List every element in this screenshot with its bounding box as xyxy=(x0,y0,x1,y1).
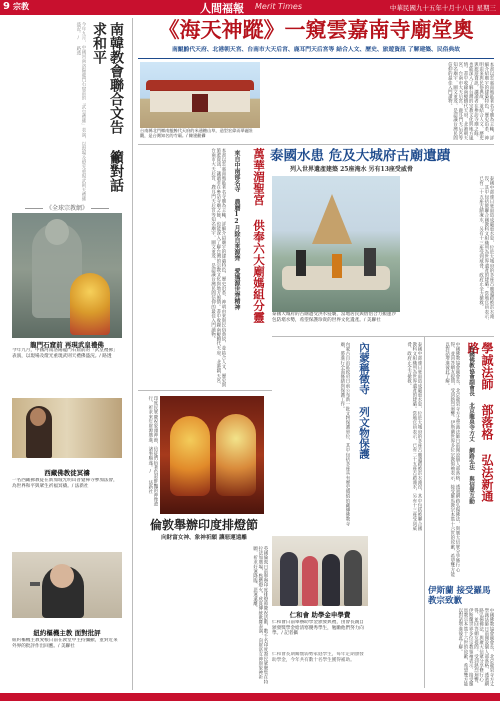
thai-subheadline: 列入世界遺產建築 25座淹水 另有13座受威脅 xyxy=(290,166,413,173)
person-4 xyxy=(344,550,362,606)
right-headline-2: 伊斯蘭 接受羅馬教宗致歉 xyxy=(428,586,491,606)
cardinal-face xyxy=(50,564,74,588)
mongolia-headline: 內蒙稱徵寺 列文物保護 xyxy=(358,342,370,459)
photo3-title: 紐約樞機主教 面對批評 xyxy=(33,629,101,637)
photo-temple-nankunshen xyxy=(140,62,260,128)
ancient-temple-spire xyxy=(312,194,352,244)
left-section-label: 《全球宗教網》 xyxy=(8,203,126,212)
photo-renhe-group xyxy=(272,536,368,606)
tibetan-woman-face xyxy=(30,408,46,426)
photo-longmen-grottoes xyxy=(12,213,122,338)
right-body-2: 中國佛教協會副會長、北京龍泉寺方丈學誠法師日前開設個人部落格，透過網路弘揚佛法，與廣大信眾分享修行心得，並回答網友提問，受到熱烈迴響。伊斯蘭世界多位宗教領袖表示，接受羅馬教宗本篤十六世的致歉，希望雙方能以對話增進彼此了解。 xyxy=(457,608,494,687)
newspaper-logo-sub: Merit Times xyxy=(255,2,303,11)
photo2-title: 西藏佛教徒冥禱 xyxy=(44,469,90,477)
top-article-body: 本書以雲嘉南地區著名寺廟為主軸，詳細介紹廟宇的建築特色、歷史沿革、神明由來與民俗典故，並結合人文、歷史與旅遊資訊，讓讀者在參訪寺廟之餘，也能深入了解台灣的宗教文化與地方風情。書中收錄南鯤鯓代天府、北港朝天宮、台南市大天后宮、鹿耳門天后宮等知名廟宇，圖文並茂，是認識台灣民間信仰的最佳入門讀物。 xyxy=(447,62,494,141)
temple-roof xyxy=(146,80,254,90)
person-2 xyxy=(302,556,318,606)
photo-tibetan-buddhist xyxy=(12,398,122,458)
mongolia-body: 內蒙古自治區政府日前公布新一批文物保護單位，其中包括多座具有歷史價值的藏傳佛教寺廟，將進行全面修繕與保護工作。 xyxy=(339,342,350,526)
headline-rule xyxy=(138,58,494,59)
ganesha-idol-right xyxy=(216,414,256,496)
buddha-statue-head xyxy=(45,219,69,245)
photo1-title: 龍門石窟前 再現武皇禮佛 xyxy=(30,341,104,349)
page-number: 9 xyxy=(3,1,10,12)
page-section-label xyxy=(3,1,29,12)
right-subheadline-1: 中國佛教協會副會長 北京龍泉寺方丈 網路弘法 與信眾互動 xyxy=(468,346,474,504)
page-header xyxy=(0,0,500,15)
thai-article-body: 泰國中部連日豪雨造成嚴重水患，位於大城府的多座古廟遺蹟被洪水淹沒，其中包括被聯合國教科文組織列為世界遺產的建築。當地官員表示，已有二十五座古蹟淹水，另有十三座受到威脅，政府正全力搶救。 xyxy=(478,176,494,324)
yunlin-subheadline: 來自中南部名寺 農曆12月除自來源齊 愛媽源世齊精神 xyxy=(233,150,240,310)
row-rule xyxy=(138,390,272,391)
photo-ganesha xyxy=(160,396,264,514)
temple-photo-caption: 台南縣北門鄉南鯤鯓代天府的米通糖山草，造型宏偉而華麗壯觀，是台灣知名的寺廟。/ 陳建勳攝 xyxy=(140,128,254,138)
right-headline-1: 學誠法師 部落格 弘法新通路 xyxy=(466,342,494,502)
row-rule xyxy=(272,336,494,337)
photo2-caption: 一名西藏佛教徒在新加坡光明山普覺禪寺參加法會，為世界和平與眾生祈福冥禱。/ 法新社 xyxy=(12,478,118,489)
column-rule xyxy=(132,18,133,690)
top-headline: 《海天神蹤》一窺雲嘉南寺廟堂奧 xyxy=(158,17,474,42)
thai-headline: 泰國水患 危及大城府古廟遺蹟 xyxy=(270,148,451,164)
person-3 xyxy=(322,554,340,606)
left-body: 今年九月，中國河南洛陽龍門石窟前的「武皇禮佛」表演，以現場及燈光重現武則天禮佛盛況。/ 路透 xyxy=(75,22,86,202)
person-1 xyxy=(280,552,298,606)
renhe-body: 仁和會長期關懷弱勢家庭學生，每年定期頒發助學金，今年共有數十名學生獲得補助。 xyxy=(272,652,364,663)
left-headline: 南韓教會聯合文告 籲對話求和平 xyxy=(91,22,124,192)
worker-figure-3 xyxy=(364,248,376,276)
india-side-text: 印度民眾慶祝象頭神節，信徒們抬著色彩鮮豔的神像遊行，祈求來年財源廣進、諸事順遂。/ 法新社 xyxy=(147,396,158,507)
yunlin-body: 本書以雲嘉南地區著名寺廟為主軸，詳細介紹廟宇的建築特色、歷史沿革、神明由來與民俗典故，並結合人文、歷史與旅遊資訊，讓讀者在參訪寺廟之餘，也能深入了解台灣的宗教文化與地方風情。書中收錄南鯤鯓代天府、北港朝天宮、台南市大天后宮、鹿耳門天后宮等知名廟宇，圖文並茂，是認識台灣民間信仰的最佳入門讀物。 xyxy=(210,148,226,388)
page-footer xyxy=(0,693,500,701)
photo1-caption: 今年九月，中國河南洛陽龍門石窟前的「武皇禮佛」表演，以現場及燈光重現武則天禮佛盛況。/ 路透 xyxy=(12,348,118,359)
renhe-title: 仁和會 助學金申學費 xyxy=(289,611,351,619)
india-article-body: 英國倫敦日前舉辦印度排燈節慶祝活動，數千名印度裔民眾聚集在特拉法加廣場，點燃燈火、欣賞傳統歌舞表演，向財富女神與象神祈願，祈求好運降臨、惡運遠離。 xyxy=(252,546,268,684)
newspaper-logo: 人間福報 xyxy=(200,2,244,15)
photo-new-york-cardinal xyxy=(12,552,122,618)
temple-door xyxy=(192,94,208,112)
photo3-caption: 紐約樞機主教愛根日前在教堂中主持彌撒，並對近來外界的批評作出回應。/ 美聯社 xyxy=(12,638,118,649)
thai-photo-caption: 泰國大城府的古廟遭受洪水侵襲，當地居民與僧侶合力搬運沙包防堵水勢，希望保護珍貴的世界文化遺產。/ 美聯社 xyxy=(272,312,397,323)
section-name: 宗教 xyxy=(12,2,29,11)
performer-figure xyxy=(70,273,110,335)
india-subheadline: 向財富女神、象神祈願 讓惡運遠離 xyxy=(161,535,247,541)
india-headline: 倫敦舉辦印度排燈節 xyxy=(149,518,258,532)
ganesha-idol-left xyxy=(170,416,210,496)
worker-figure-1 xyxy=(296,250,306,276)
yunlin-headline: 萬華湄聖宮 供奉六大廟媽組分靈 xyxy=(252,148,266,323)
worker-figure-2 xyxy=(332,254,342,278)
column-rule xyxy=(424,336,425,688)
photo-thailand-flood xyxy=(272,176,400,312)
right-body-1: 中國佛教協會副會長、北京龍泉寺方丈學誠法師日前開設個人部落格，透過網路弘揚佛法，與廣大信眾分享修行心得，並回答網友提問，受到熱烈迴響。伊斯蘭世界多位宗教領袖表示，接受羅馬教宗本篤十六世的致歉，希望雙方能以對話增進彼此了解。 xyxy=(444,342,460,577)
renhe-caption: 仁和會日前舉辦助學金頒發典禮，由會長親自頒發獎學金給清寒優秀學生，勉勵他們努力向學。/ 記者攝 xyxy=(272,620,364,636)
mongolia-body-extra: 泰國中部連日豪雨造成嚴重水患，位於大城府的多座古廟遺蹟被洪水淹沒，其中包括被聯合國教科文組織列為世界遺產的建築。當地官員表示，已有二十五座古蹟淹水，另有十三座受到威脅，政府正全力搶救。 xyxy=(406,342,422,531)
row-rule xyxy=(138,144,494,145)
microphone xyxy=(30,582,40,586)
top-subheadline: 南鯤鯓代天府、北港朝天宮、台南市大天后宮、鹿耳門天后宮等 結合人文、歷史、旅遊資訊 了解建築、民俗典故 xyxy=(171,47,461,53)
issue-date: 中華民國九十五年十月十八日 星期三 xyxy=(389,4,496,12)
